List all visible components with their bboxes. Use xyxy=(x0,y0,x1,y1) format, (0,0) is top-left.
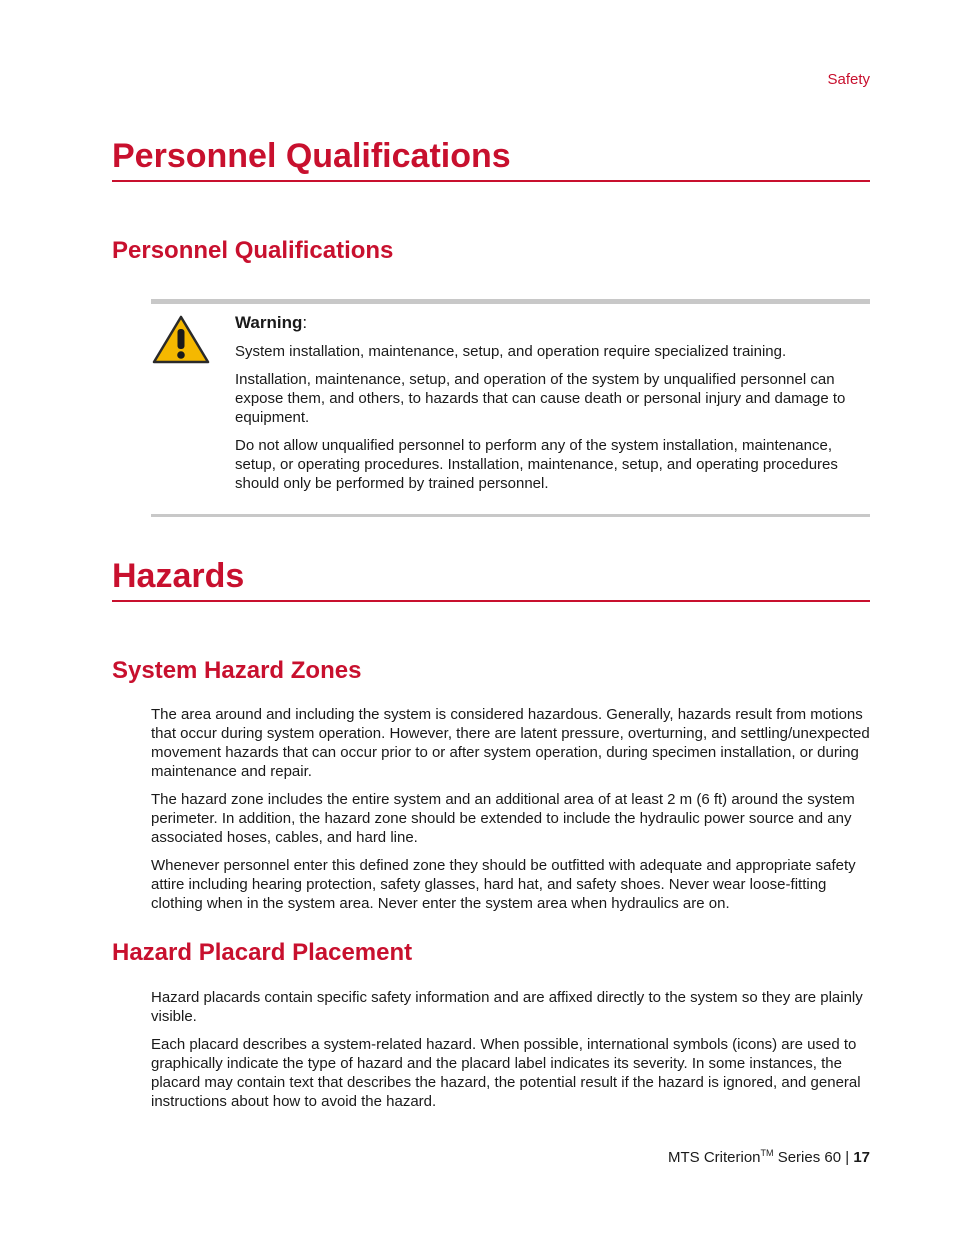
subsection-title-personnel-qualifications: Personnel Qualifications xyxy=(112,237,394,264)
warning-paragraph: Installation, maintenance, setup, and operation of the system by unqualified personnel can expose them, and others, to hazards that can cause death or personal injury and damage to equipment. xyxy=(235,371,846,426)
warning-title xyxy=(235,312,871,334)
system-hazard-zones-body xyxy=(151,705,870,922)
subsection-title-system-hazard-zones: System Hazard Zones xyxy=(112,657,362,684)
warning-content xyxy=(235,312,871,502)
warning-title-text: Warning xyxy=(235,313,303,332)
trademark-mark: TM xyxy=(760,1148,774,1158)
page-footer xyxy=(668,1148,870,1166)
section-title-hazards: Hazards xyxy=(112,556,870,602)
footer-product: MTS Criterion xyxy=(668,1149,761,1166)
warning-paragraph: System installation, maintenance, setup, and operation require specialized training. xyxy=(235,343,787,360)
warning-triangle-icon xyxy=(151,314,211,366)
warning-box xyxy=(151,299,870,517)
warning-title-colon: : xyxy=(302,313,308,332)
body-paragraph: The hazard zone includes the entire system and an additional area of at least 2 m (6 ft) around the system perimeter. In addition, the hazard zone should be extended to include the hydraulic power source and any associated hoses, cables, and hard line. xyxy=(151,791,855,846)
body-paragraph: Hazard placards contain specific safety information and are affixed directly to the system so they are plainly visible. xyxy=(151,989,863,1025)
running-head: Safety xyxy=(827,71,870,88)
body-paragraph: Whenever personnel enter this defined zone they should be outfitted with adequate and appropriate safety attire including hearing protection, safety glasses, hard hat, and safety shoes. Never wear loose-fitting clothing when in the system area. Never enter the system area when hydraulics are on. xyxy=(151,857,856,912)
section-title-personnel-qualifications: Personnel Qualifications xyxy=(112,136,870,182)
footer-series: Series 60 | xyxy=(773,1149,854,1166)
body-paragraph: Each placard describes a system-related hazard. When possible, international symbols (icons) are used to graphically indicate the type of hazard and the placard label indicates its severity. In some instances, the placard may contain text that describes the hazard, the potential result if the hazard is ignored, and general instructions about how to avoid the hazard. xyxy=(151,1036,861,1110)
page-number: 17 xyxy=(853,1149,870,1166)
body-paragraph: The area around and including the system is considered hazardous. Generally, hazards result from motions that occur during system operation. However, there are latent pressure, overturning, and settling/unexpected movement hazards that can occur prior to or after system operation, during specimen installation, or during maintenance and repair. xyxy=(151,706,870,780)
warning-paragraph: Do not allow unqualified personnel to perform any of the system installation, maintenance, setup, or operating procedures. Installation, maintenance, setup, and operating procedures should only be performed by trained personnel. xyxy=(235,437,838,492)
hazard-placard-placement-body xyxy=(151,988,870,1120)
subsection-title-hazard-placard-placement: Hazard Placard Placement xyxy=(112,939,413,966)
